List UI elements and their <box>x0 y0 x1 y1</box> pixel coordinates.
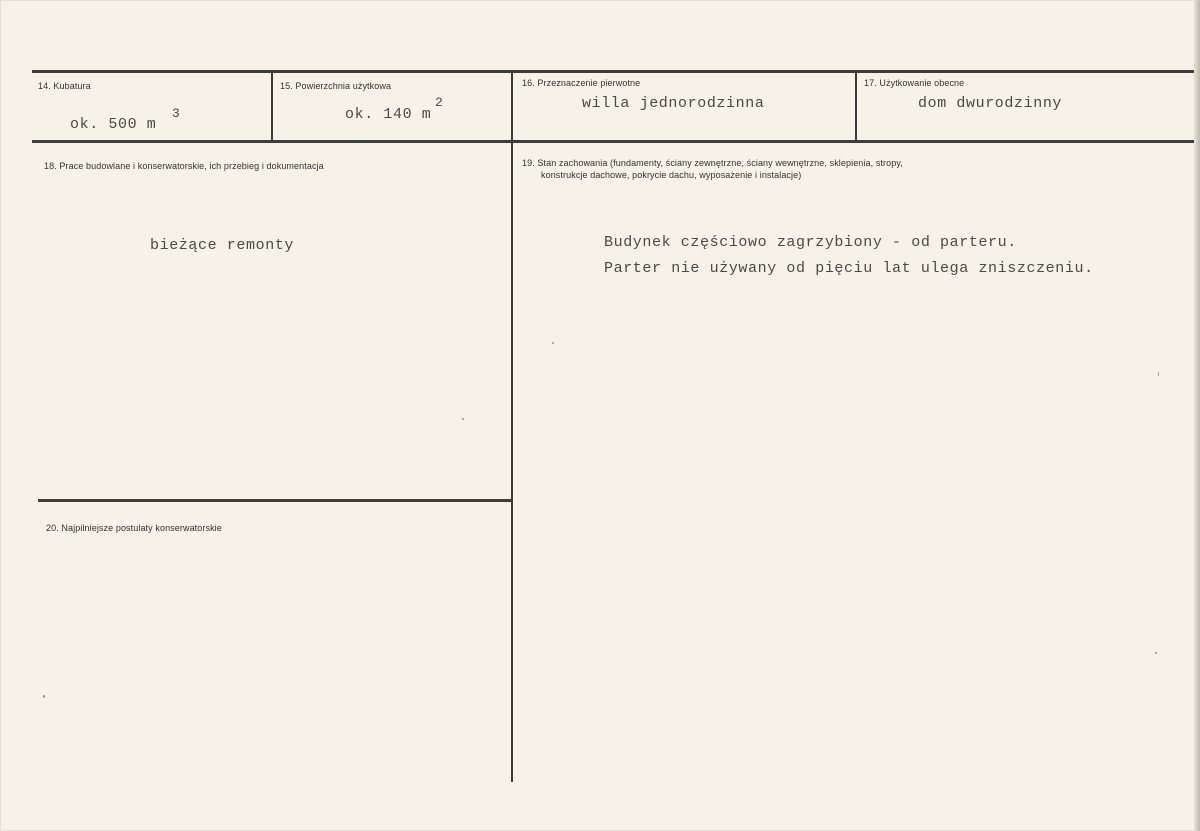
field-14-label: 14. Kubatura <box>38 81 91 91</box>
field-17-label: 17. Użytkowanie obecne <box>864 78 965 88</box>
paper-speck <box>462 418 464 420</box>
field-16-label: 16. Przeznaczenie pierwotne <box>522 78 641 88</box>
field-14-superscript: 3 <box>172 106 180 121</box>
divider-15-16 <box>511 72 513 782</box>
paper-speck <box>1158 372 1159 376</box>
field-18-value: bieżące remonty <box>150 237 295 254</box>
field-19-value-line2: Parter nie używany od pięciu lat ulega zniszczeniu. <box>604 260 1094 277</box>
top-rule <box>32 70 1194 73</box>
field-18-label: 18. Prace budowlane i konserwatorskie, ich przebieg i dokumentacja <box>44 161 324 171</box>
field-16-value: willa jednorodzinna <box>582 95 765 112</box>
paper-speck <box>1155 652 1157 654</box>
paper-speck <box>43 695 45 698</box>
field-17-value: dom dwurodzinny <box>918 95 1063 112</box>
field-15-value: ok. 140 m <box>345 106 432 123</box>
field-19-value-line1: Budynek częściowo zagrzybiony - od parteru. <box>604 234 1017 251</box>
field-20-label: 20. Najpilniejsze postulaty konserwatorskie <box>46 523 222 533</box>
card-edge <box>1194 0 1200 831</box>
field-14-value: ok. 500 m <box>70 116 157 133</box>
field-15-superscript: 2 <box>435 95 443 110</box>
field-19-label-line1: 19. Stan zachowania (fundamenty, ściany zewnętrzne, ściany wewnętrzne, sklepienia, stropy, <box>522 158 903 168</box>
divider-16-17 <box>855 72 857 142</box>
section-20-rule <box>38 499 512 502</box>
field-15-label: 15. Powierzchnia użytkowa <box>280 81 392 91</box>
middle-rule <box>32 140 1194 143</box>
paper-speck <box>552 342 554 344</box>
divider-14-15 <box>271 72 273 142</box>
field-19-label-line2: konstrukcje dachowe, pokrycie dachu, wyposażenie i instalacje) <box>541 170 802 180</box>
